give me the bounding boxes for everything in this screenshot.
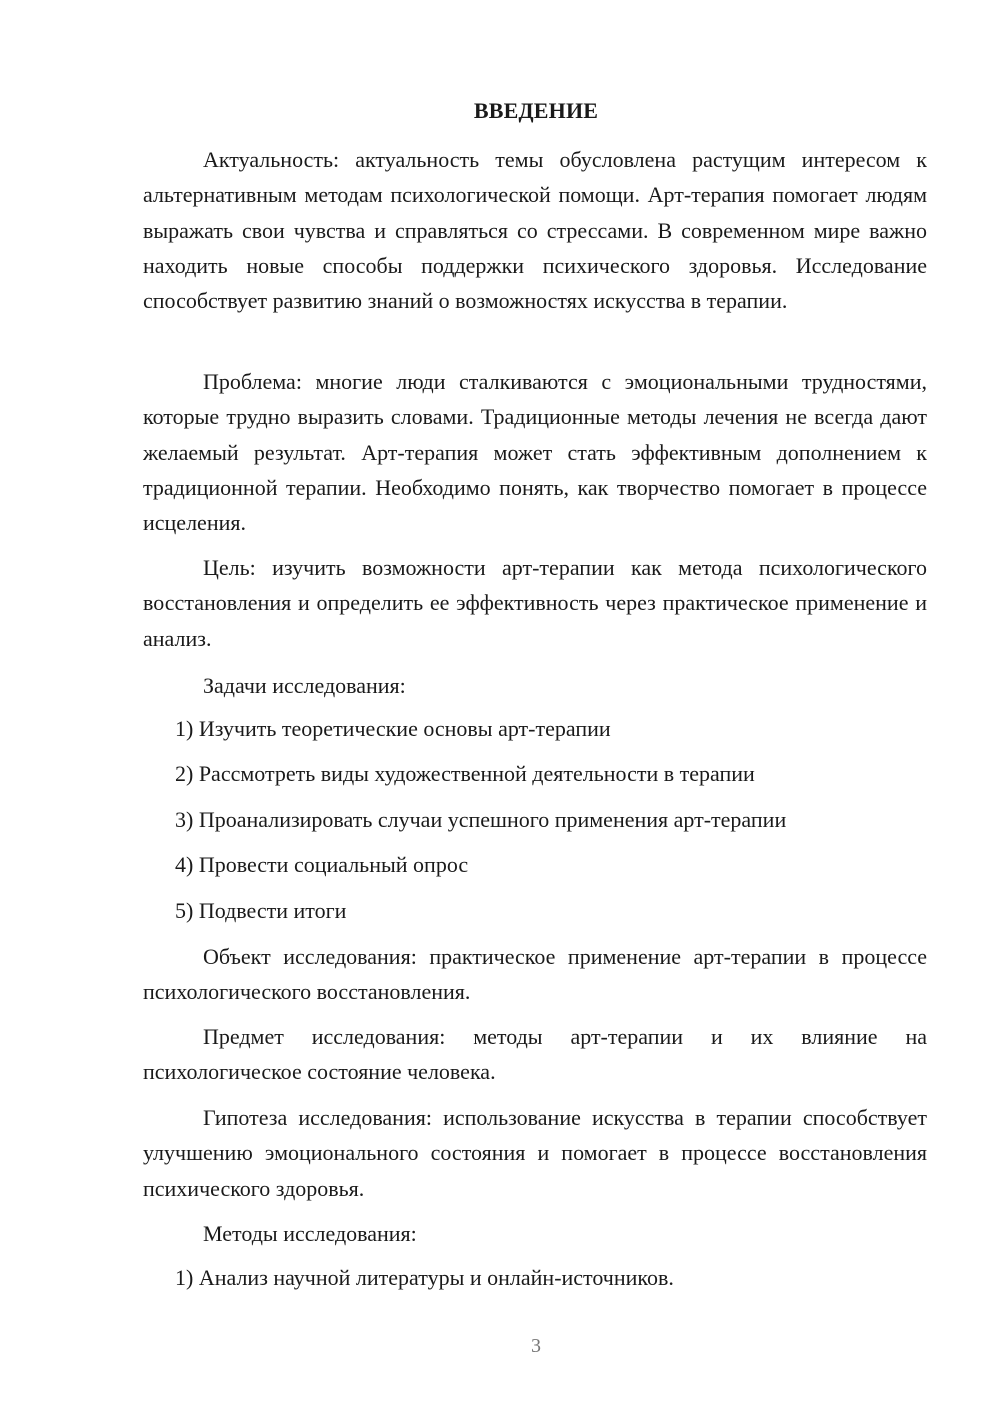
methods-heading: Методы исследования: [203, 1221, 417, 1246]
task-item: 1) Изучить теоретические основы арт-терапии [175, 716, 611, 741]
task-item: 3) Проанализировать случаи успешного применения арт-терапии [175, 807, 787, 832]
section-title: ВВЕДЕНИЕ [473, 98, 599, 123]
task-item: 2) Рассмотреть виды художественной деятельности в терапии [175, 761, 755, 786]
paragraph-problem: Проблема: многие люди сталкиваются с эмоциональными трудностями, которые трудно выразить словами. Традиционные методы лечения не всегда дают желаемый результат. Арт-терапия может стать эффективным дополнением к традиционной терапии. Необходимо понять, как творчество помогает в процессе исцеления. [143, 369, 927, 536]
paragraph-object: Объект исследования: практическое применение арт-терапии в процессе психологического восстановления. [143, 944, 927, 1005]
paragraph-hypothesis: Гипотеза исследования: использование искусства в терапии способствует улучшению эмоционального состояния и помогает в процессе восстановления психического здоровья. [143, 1105, 927, 1201]
paragraph-subject: Предмет исследования: методы арт-терапии и их влияние на психологическое состояние человека. [143, 1024, 927, 1085]
task-item: 4) Провести социальный опрос [175, 852, 469, 877]
paragraph-relevance: Актуальность: актуальность темы обусловлена растущим интересом к альтернативным методам психологической помощи. Арт-терапия помогает людям выражать свои чувства и справляться со стрессами. В современном мире важно находить новые способы поддержки психического здоровья. Исследование способствует развитию знаний о возможностях искусства в терапии. [143, 147, 927, 314]
page-number: 3 [531, 1335, 541, 1357]
method-item: 1) Анализ научной литературы и онлайн-источников. [175, 1265, 674, 1290]
tasks-heading: Задачи исследования: [203, 673, 406, 698]
paragraph-goal: Цель: изучить возможности арт-терапии как метода психологического восстановления и определить ее эффективность через практическое применение и анализ. [143, 555, 927, 651]
task-item: 5) Подвести итоги [175, 898, 347, 923]
